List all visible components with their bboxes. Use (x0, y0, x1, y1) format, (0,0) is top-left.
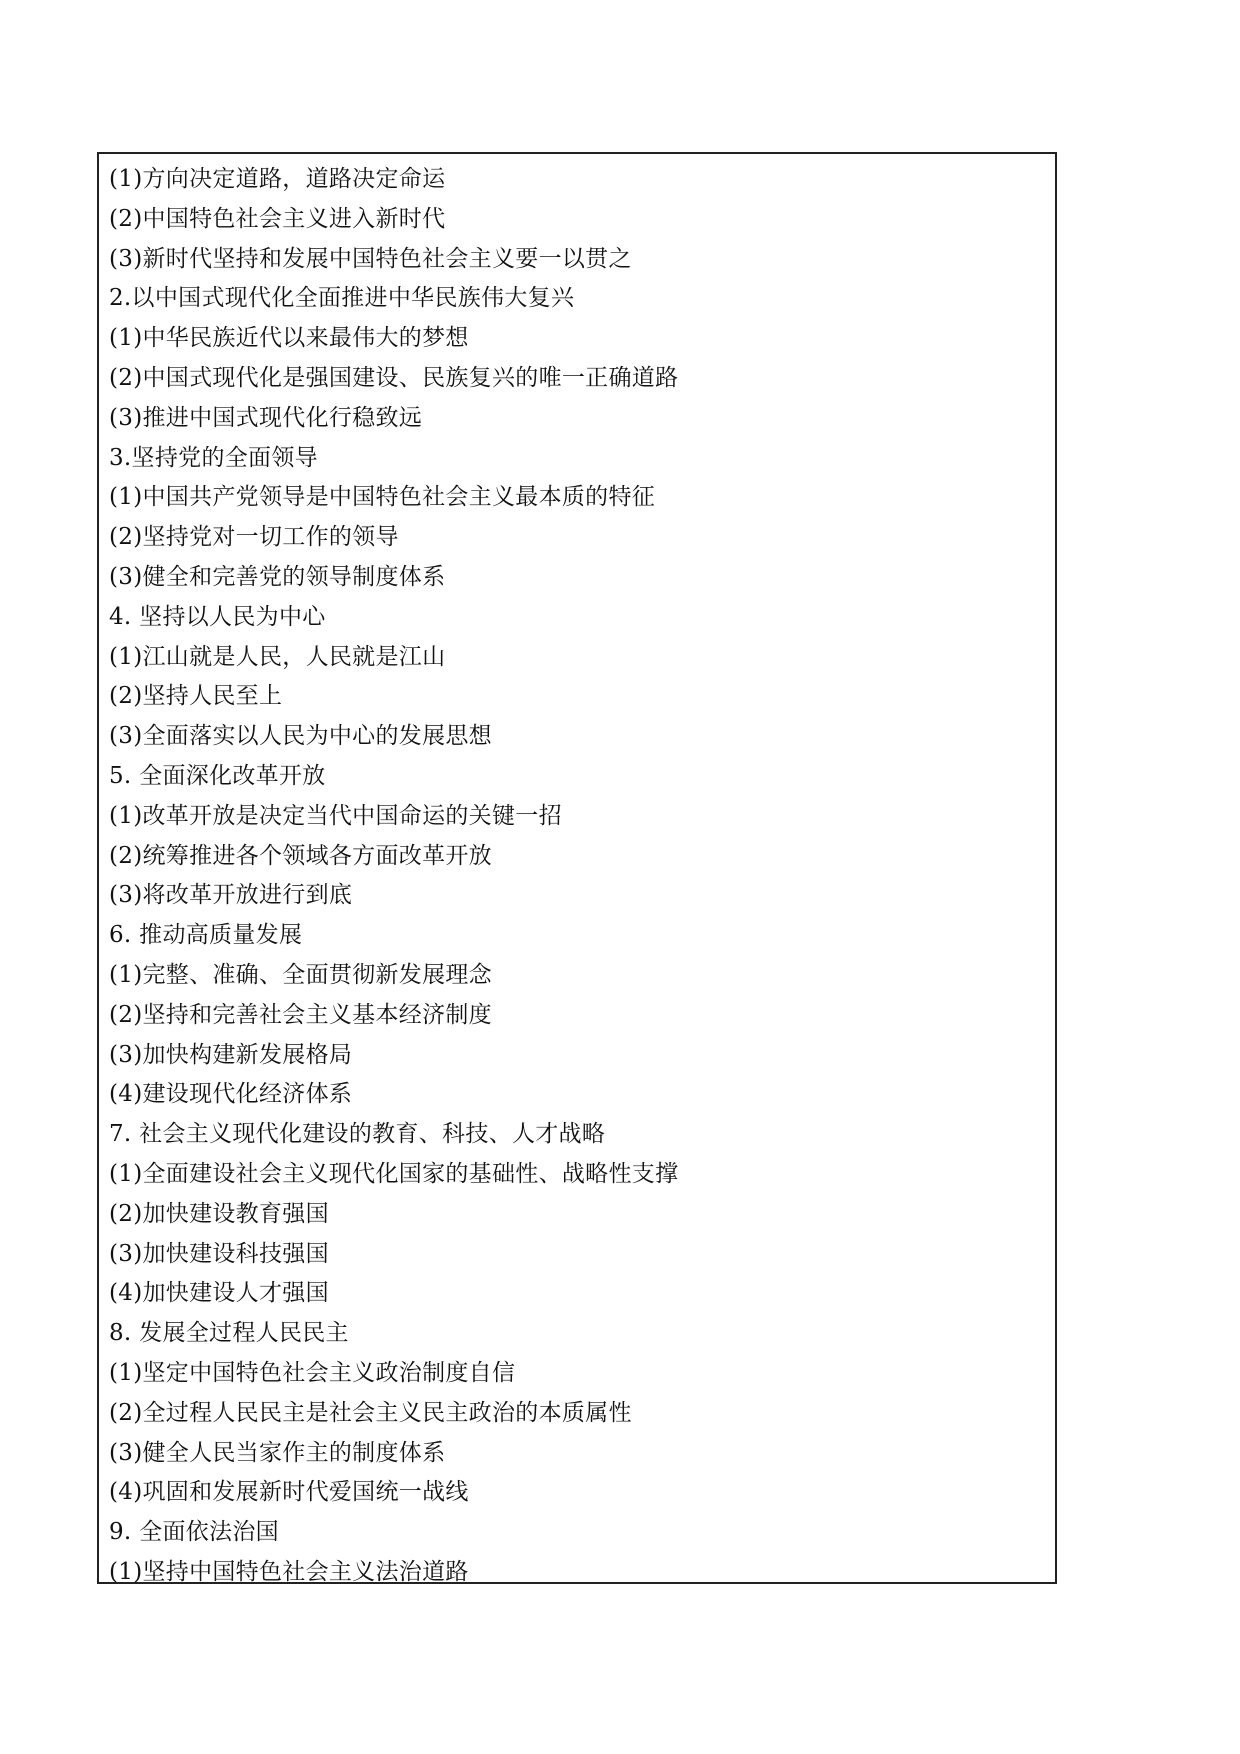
outline-heading: 9. 全面依法治国 (109, 1519, 279, 1546)
outline-line: (1)改革开放是决定当代中国命运的关键一招 (109, 802, 562, 829)
outline-line: (3)健全人民当家作主的制度体系 (109, 1439, 446, 1466)
outline-heading: 6. 推动高质量发展 (109, 922, 303, 949)
outline-line: (3)将改革开放进行到底 (109, 882, 353, 909)
outline-line: (2)加快建设教育强国 (109, 1200, 329, 1227)
outline-line: (1)完整、准确、全面贯彻新发展理念 (109, 961, 492, 988)
outline-line: (1)坚定中国特色社会主义政治制度自信 (109, 1359, 516, 1386)
outline-line: (4)建设现代化经济体系 (109, 1081, 353, 1108)
outline-line: (4)加快建设人才强国 (109, 1280, 329, 1307)
outline-line: (2)坚持和完善社会主义基本经济制度 (109, 1001, 492, 1028)
outline-line: (4)巩固和发展新时代爱国统一战线 (109, 1479, 469, 1506)
outline-line: (1)江山就是人民，人民就是江山 (109, 643, 446, 670)
outline-line: (1)坚持中国特色社会主义法治道路 (109, 1558, 469, 1585)
outline-line: (1)中国共产党领导是中国特色社会主义最本质的特征 (109, 484, 656, 511)
outline-line: (3)新时代坚持和发展中国特色社会主义要一以贯之 (109, 245, 632, 272)
outline-line: (2)坚持党对一切工作的领导 (109, 524, 399, 551)
outline-line: (1)全面建设社会主义现代化国家的基础性、战略性支撑 (109, 1160, 679, 1187)
outline-line: (3)加快构建新发展格局 (109, 1041, 353, 1068)
outline-line: (2)中国特色社会主义进入新时代 (109, 205, 446, 232)
outline-line: (1)中华民族近代以来最伟大的梦想 (109, 325, 469, 352)
outline-heading: 5. 全面深化改革开放 (109, 762, 326, 789)
outline-heading: 2.以中国式现代化全面推进中华民族伟大复兴 (109, 285, 575, 312)
outline-line: (3)加快建设科技强国 (109, 1240, 329, 1267)
outline-line: (2)全过程人民民主是社会主义民主政治的本质属性 (109, 1399, 632, 1426)
outline-line: (2)坚持人民至上 (109, 683, 283, 710)
outline-line: (3)全面落实以人民为中心的发展思想 (109, 723, 492, 750)
outline-line: (3)推进中国式现代化行稳致远 (109, 404, 423, 431)
outline-box (97, 152, 1057, 1584)
outline-heading: 7. 社会主义现代化建设的教育、科技、人才战略 (109, 1121, 606, 1148)
outline-line: (3)健全和完善党的领导制度体系 (109, 563, 446, 590)
outline-heading: 8. 发展全过程人民民主 (109, 1320, 349, 1347)
outline-line: (2)中国式现代化是强国建设、民族复兴的唯一正确道路 (109, 364, 679, 391)
outline-line: (2)统筹推进各个领域各方面改革开放 (109, 842, 492, 869)
outline-heading: 3.坚持党的全面领导 (109, 444, 318, 471)
outline-heading: 4. 坚持以人民为中心 (109, 603, 326, 630)
outline-line: (1)方向决定道路，道路决定命运 (109, 166, 446, 192)
